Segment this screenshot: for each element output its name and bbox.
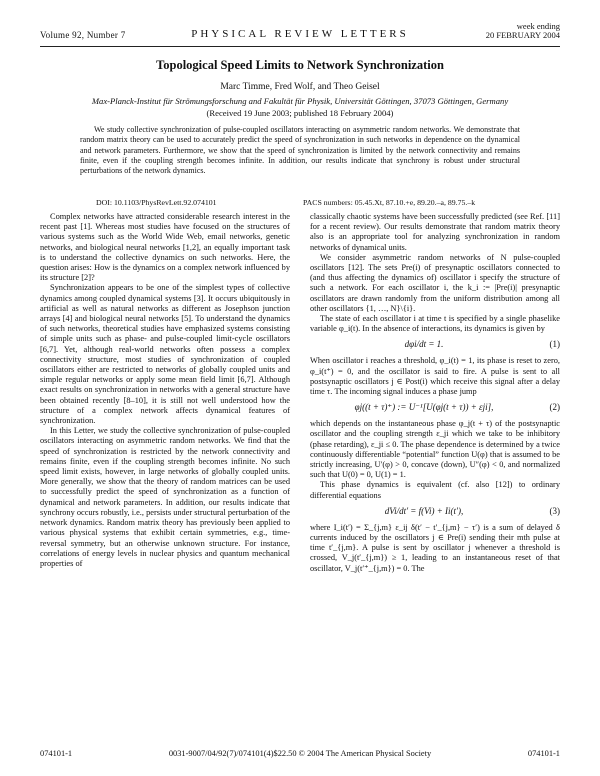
author-list: Marc Timme, Fred Wolf, and Theo Geisel (220, 82, 380, 92)
equation-number: (2) (549, 402, 560, 413)
equation-body: dVi/dt′ = f(Vi) + Ii(t′), (384, 505, 464, 516)
paragraph: This phase dynamics is equivalent (cf. also [12]) to ordinary differential equations (310, 480, 560, 500)
paragraph: The state of each oscillator i at time t is specified by a single phaselike variable φ_i(t). In the absence of interactions, its dynamics is given by (310, 314, 560, 334)
received-dates: (Received 19 June 2003; published 18 February 2004) (206, 108, 394, 118)
header-rule (40, 46, 560, 47)
left-column (40, 212, 290, 569)
article-title: Topological Speed Limits to Network Synchronization (156, 58, 444, 72)
paragraph: Complex networks have attracted considerable research interest in the recent past [1]. Whereas most studies have focused on the structures of various systems such as the World Wide Web, email networks, genetic networks, and biological neural networks [1,2], an equally important task is to understand the collective dynamics on such networks. Here, the question arises: How is the dynamics on a complex network influenced by its structure [2]? (40, 212, 290, 283)
paragraph: where I_i(t′) = Σ_{j,m} ε_ij δ(t′ − t′_{j,m} − τ′) is a sum of delayed δ currents induced by the oscillators j ∈ Pre(i) sending their mth pulse at time t′_{j,m}. A pulse is sent by oscillator j whenever a threshold is crossed, V_j(t′_{j,m}) ≥ 1, leading to an instantaneous reset of that oscillator, V_j(t′⁺_{j,m}) = 0. The (310, 522, 560, 573)
equation-1 (310, 336, 560, 354)
equation-number: (3) (549, 505, 560, 516)
paragraph: Synchronization appears to be one of the simplest types of collective dynamics among coupled dynamical systems [3]. It occurs ubiquitously in artificial as well as natural networks as different as Josephson junction arrays [4] and biological neural networks [5]. To understand the dynamics of such networks, theoretical studies have emphasized systems consisting of simple units such as phase- and pulse-coupled limit-cycle oscillators [6,7]. Yet, although real-world networks often possess a complex connectivity structure, most studies of synchronization of coupled oscillators either are restricted to networks of globally coupled units and simple regular networks or apply some mean field limit [6,7]. Although exact results on synchronization in networks with a general structure have been obtained recently [8–10], it is still not well understood how the structure of a complex network affects dynamical features of synchronization. (40, 283, 290, 426)
equation-number: (1) (549, 339, 560, 350)
equation-3 (310, 503, 560, 521)
paragraph: classically chaotic systems have been successfully predicted (see Ref. [11] for a recent review). Our results demonstrate that random matrix theory also is an appropriate tool for analyzing synchronization in random networks of dynamical units. (310, 212, 560, 252)
equation-body: φj((t + τ)⁺) := U⁻¹[U(φj(t + τ)) + εji], (354, 402, 494, 413)
affiliation: Max-Planck-Institut für Strömungsforschung and Fakultät für Physik, Universität Göttingen, 37073 Göttingen, Germany (91, 96, 509, 106)
page-number-right: 074101-1 (527, 749, 560, 758)
paragraph: When oscillator i reaches a threshold, φ_i(t) = 1, its phase is reset to zero, φ_i(t⁺) = 0, and the oscillator is said to fire. A pulse is sent to all postsynaptic oscillators j ∈ Post(i) which receive this signal after a delay time τ. The incoming signal induces a phase jump (310, 356, 560, 397)
copyright-line: 0031-9007/04/92(7)/074101(4)$22.50 © 2004 The American Physical Society (168, 749, 432, 758)
page-number-left: 074101-1 (40, 749, 73, 758)
right-column (310, 212, 560, 574)
running-header (40, 22, 560, 44)
doi: DOI: 10.1103/PhysRevLett.92.074101 (96, 198, 217, 207)
journal-name: PHYSICAL REVIEW LETTERS (191, 28, 409, 40)
equation-2 (310, 399, 560, 417)
paragraph: which depends on the instantaneous phase φ_j(t + τ) of the postsynaptic oscillator and the coupling strength ε_ji which we take to be inhibitory (phase retarding), ε_ji ≤ 0. The phase dependence is determined by a twice continuously differentiable “potential” function U(φ) that is assumed to be strictly increasing, U′(φ) > 0, concave (down), U″(φ) < 0, and normalized such that U(0) = 0, U(1) = 1. (310, 419, 560, 480)
volume-number: Volume 92, Number 7 (40, 30, 126, 40)
issue-date-block (486, 22, 560, 40)
paragraph: In this Letter, we study the collective synchronization of pulse-coupled oscillators interacting on asymmetric random networks. We find that the speed of synchronization is restricted by the network connectivity and remains finite, even if the coupling strength becomes infinite. No such speed limit exists, however, in large networks of globally coupled units. More generally, we show that the theory of random matrices can be used to successfully predict the speed of synchronization as a function of dynamical and network parameters. In addition, our results indicate that synchrony occurs robustly, i.e., persists under structural perturbation of the network dynamics. Random matrix theory has previously been applied to various physical systems that exhibit certain symmetries, e.g., time-reversal symmetry, but an otherwise unknown structure. For instance, correlations of energy levels in nuclear physics and quantum mechanical properties of (40, 426, 290, 568)
pacs-numbers: PACS numbers: 05.45.Xt, 87.10.+e, 89.20.–a, 89.75.–k (303, 198, 476, 207)
issue-date: 20 FEBRUARY 2004 (485, 30, 560, 40)
week-label: week ending (516, 21, 560, 31)
equation-body: dφi/dt = 1. (404, 339, 444, 350)
abstract: We study collective synchronization of pulse-coupled oscillators interacting on asymmetric random networks. We demonstrate that random matrix theory can be used to accurately predict the speed of synchronization in such networks in dependence on the dynamical and network parameters. Furthermore, we show that the speed of synchronization is limited by the network connectivity and remains finite, even if the coupling strength becomes infinite. In addition, our results indicate that synchrony is robust under structural perturbations of the network dynamics. (80, 125, 520, 176)
paragraph: We consider asymmetric random networks of N pulse-coupled oscillators [12]. The sets Pre(i) of presynaptic oscillators connected to (and thus affecting the dynamics of) oscillator i specify the structure of such a network. For each oscillator i, the k_i := |Pre(i)| presynaptic oscillators are drawn randomly from the uniform distribution among all other oscillators {1, …, N}\{i}. (310, 252, 560, 313)
